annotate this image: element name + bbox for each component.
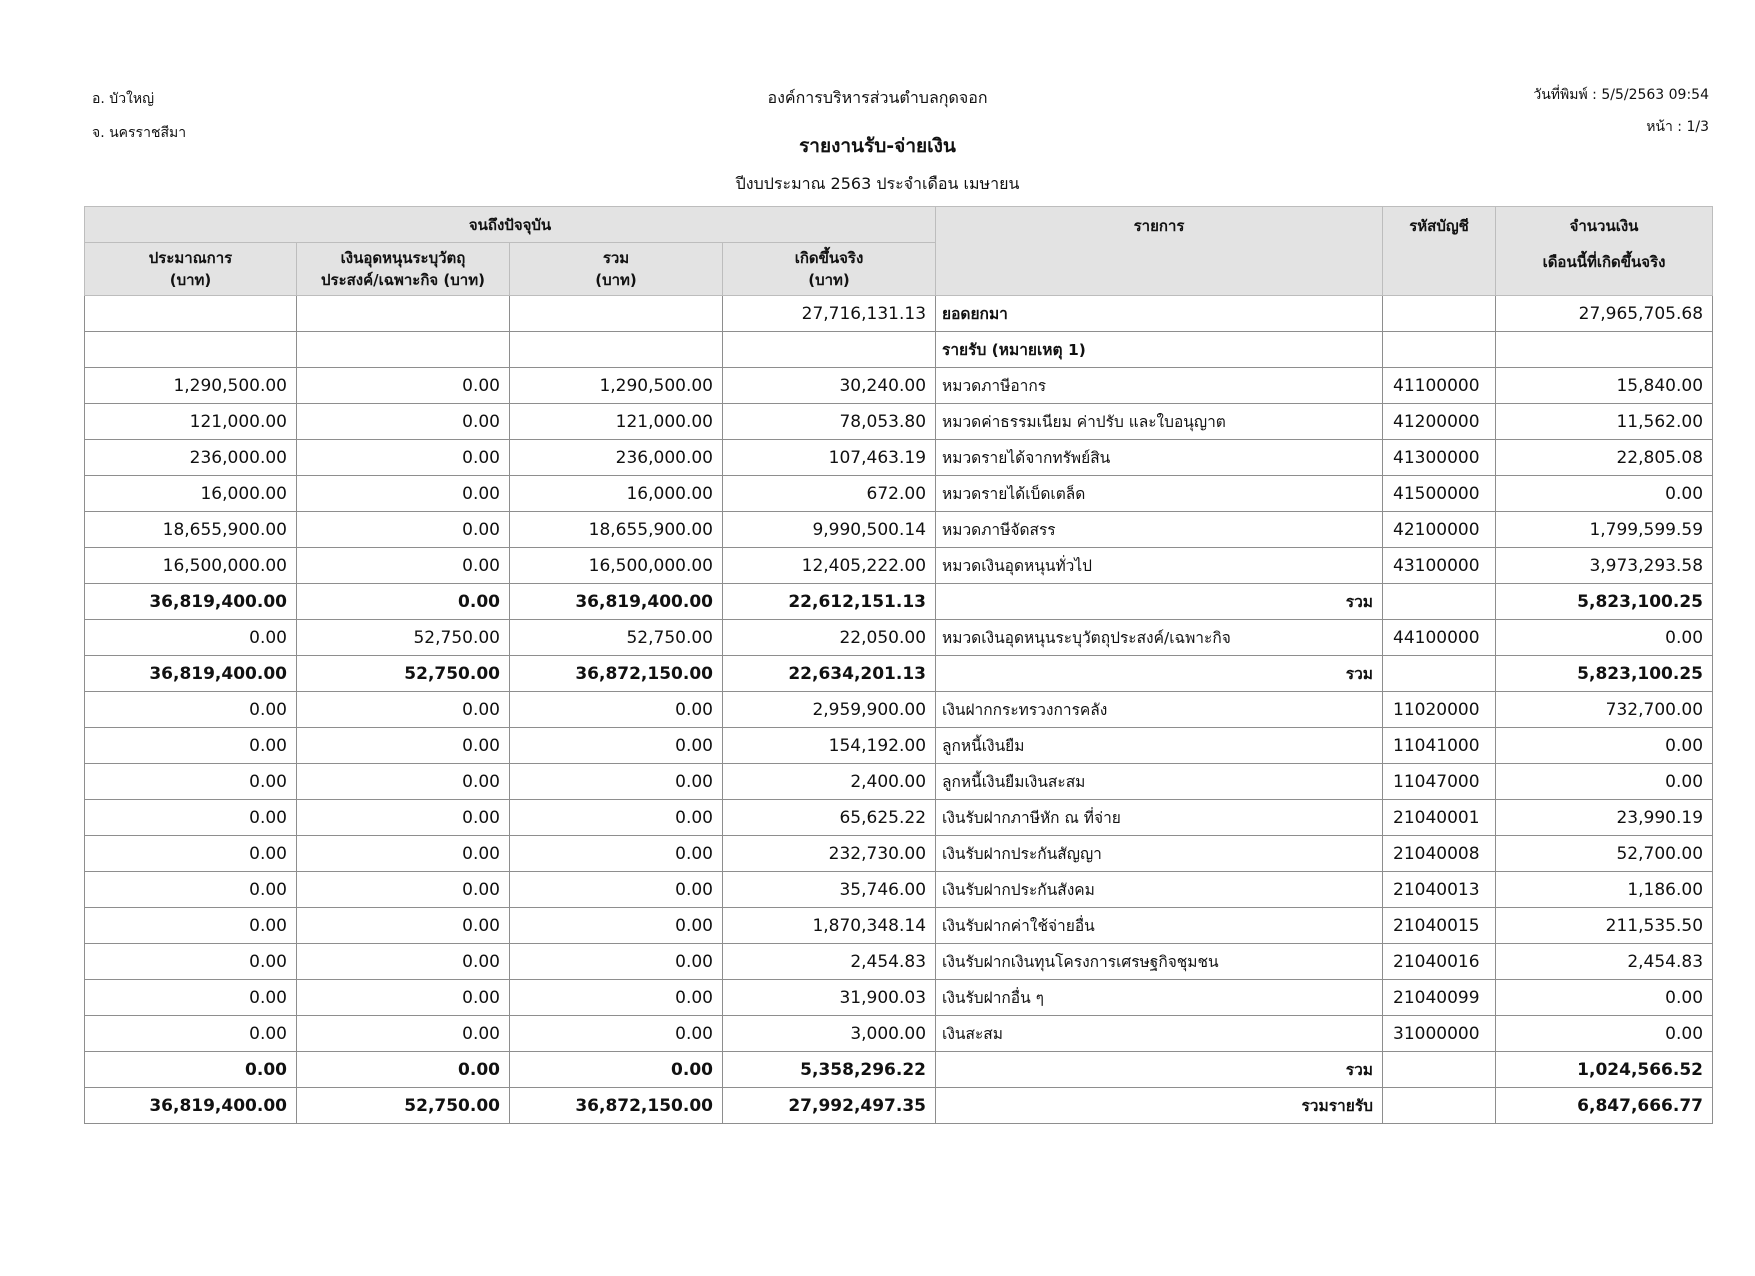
cell-code: 31000000: [1383, 1016, 1496, 1052]
cell-month: 0.00: [1496, 728, 1713, 764]
cell-month: 11,562.00: [1496, 404, 1713, 440]
cell-estimate: 0.00: [85, 728, 297, 764]
table-row: [85, 944, 1713, 980]
cell-month: 3,973,293.58: [1496, 548, 1713, 584]
cell-estimate: 18,655,900.00: [85, 512, 297, 548]
cell-code: 43100000: [1383, 548, 1496, 584]
cell-actual: 107,463.19: [723, 440, 936, 476]
column-header-item: รายการ: [936, 207, 1383, 296]
table-row: [85, 368, 1713, 404]
cell-actual: 27,716,131.13: [723, 296, 936, 332]
district-label: อ. บัวใหญ่: [92, 91, 155, 107]
table-row: [85, 800, 1713, 836]
cell-code: 42100000: [1383, 512, 1496, 548]
cell-actual: 78,053.80: [723, 404, 936, 440]
cell-code: [1383, 1088, 1496, 1124]
cell-actual: 30,240.00: [723, 368, 936, 404]
cell-item: หมวดเงินอุดหนุนทั่วไป: [936, 548, 1383, 584]
cell-code: 21040015: [1383, 908, 1496, 944]
cell-total: 16,500,000.00: [510, 548, 723, 584]
print-date: วันที่พิมพ์ : 5/5/2563 09:54: [1533, 87, 1709, 103]
cell-month: 23,990.19: [1496, 800, 1713, 836]
cell-item: เงินรับฝากค่าใช้จ่ายอื่น: [936, 908, 1383, 944]
table-body: [85, 296, 1713, 1124]
cell-code: 21040099: [1383, 980, 1496, 1016]
cell-code: 21040016: [1383, 944, 1496, 980]
cell-total: 0.00: [510, 980, 723, 1016]
cell-subsidy: [297, 296, 510, 332]
cell-total: 0.00: [510, 1052, 723, 1088]
cell-item: เงินรับฝากอื่น ๆ: [936, 980, 1383, 1016]
cell-month: 732,700.00: [1496, 692, 1713, 728]
total-header-line1: รวม: [602, 249, 630, 267]
cell-item: หมวดภาษีจัดสรร: [936, 512, 1383, 548]
cell-subsidy: 52,750.00: [297, 620, 510, 656]
receipts-table: [84, 206, 1713, 1124]
cell-item: เงินฝากกระทรวงการคลัง: [936, 692, 1383, 728]
table-row: [85, 332, 1713, 368]
cell-actual: 5,358,296.22: [723, 1052, 936, 1088]
estimate-header-line2: (บาท): [169, 271, 212, 289]
cell-month: 52,700.00: [1496, 836, 1713, 872]
report-subtitle: ปีงบประมาณ 2563 ประจำเดือน เมษายน: [735, 174, 1020, 193]
column-header-amount: [1496, 207, 1713, 296]
cell-item: เงินรับฝากภาษีหัก ณ ที่จ่าย: [936, 800, 1383, 836]
cell-actual: 27,992,497.35: [723, 1088, 936, 1124]
table-row: [85, 440, 1713, 476]
cell-actual: 22,634,201.13: [723, 656, 936, 692]
cell-actual: 232,730.00: [723, 836, 936, 872]
cell-code: [1383, 296, 1496, 332]
cell-estimate: 36,819,400.00: [85, 656, 297, 692]
cell-item: รวม: [936, 1052, 1383, 1088]
cell-subsidy: 0.00: [297, 944, 510, 980]
cell-month: 0.00: [1496, 1016, 1713, 1052]
cell-code: 21040013: [1383, 872, 1496, 908]
table-row: [85, 548, 1713, 584]
cell-estimate: 0.00: [85, 692, 297, 728]
cell-total: 0.00: [510, 908, 723, 944]
cell-month: 1,799,599.59: [1496, 512, 1713, 548]
cell-month: 22,805.08: [1496, 440, 1713, 476]
cell-item: รายรับ (หมายเหตุ 1): [936, 332, 1383, 368]
cell-subsidy: 0.00: [297, 548, 510, 584]
total-row: [85, 584, 1713, 620]
cell-actual: 31,900.03: [723, 980, 936, 1016]
amount-header-line1: จำนวนเงิน: [1569, 217, 1639, 235]
table-row: [85, 296, 1713, 332]
cell-estimate: 0.00: [85, 872, 297, 908]
report-title: รายงานรับ-จ่ายเงิน: [799, 135, 956, 157]
column-header-subsidy: [297, 243, 510, 296]
cell-estimate: 36,819,400.00: [85, 1088, 297, 1124]
column-header-code: รหัสบัญชี: [1383, 207, 1496, 296]
cell-code: 41200000: [1383, 404, 1496, 440]
cell-subsidy: 0.00: [297, 1016, 510, 1052]
cell-estimate: 0.00: [85, 1052, 297, 1088]
cell-month: 5,823,100.25: [1496, 584, 1713, 620]
cell-code: 21040001: [1383, 800, 1496, 836]
cell-actual: 12,405,222.00: [723, 548, 936, 584]
cell-total: 52,750.00: [510, 620, 723, 656]
cell-month: 6,847,666.77: [1496, 1088, 1713, 1124]
actual-header-line1: เกิดขึ้นจริง: [794, 249, 864, 267]
cell-actual: 9,990,500.14: [723, 512, 936, 548]
table-row: [85, 908, 1713, 944]
estimate-header-line1: ประมาณการ: [148, 249, 233, 267]
cell-month: 0.00: [1496, 980, 1713, 1016]
cell-code: [1383, 332, 1496, 368]
table-row: [85, 728, 1713, 764]
subsidy-header-line1: เงินอุดหนุนระบุวัตถุ: [340, 249, 466, 267]
table-row: [85, 404, 1713, 440]
cell-month: 5,823,100.25: [1496, 656, 1713, 692]
cell-month: 15,840.00: [1496, 368, 1713, 404]
cell-item: รวม: [936, 656, 1383, 692]
column-header-total: [510, 243, 723, 296]
cell-subsidy: 0.00: [297, 728, 510, 764]
cell-subsidy: 0.00: [297, 764, 510, 800]
amount-header-line2: เดือนนี้ที่เกิดขึ้นจริง: [1542, 253, 1666, 271]
cell-item: ลูกหนี้เงินยืมเงินสะสม: [936, 764, 1383, 800]
cell-total: [510, 332, 723, 368]
cell-month: 1,186.00: [1496, 872, 1713, 908]
cell-code: 41100000: [1383, 368, 1496, 404]
total-row: [85, 1088, 1713, 1124]
organization-name: องค์การบริหารส่วนตำบลกุดจอก: [767, 88, 988, 107]
cell-item: หมวดเงินอุดหนุนระบุวัตถุประสงค์/เฉพาะกิจ: [936, 620, 1383, 656]
column-header-estimate: [85, 243, 297, 296]
cell-estimate: 0.00: [85, 944, 297, 980]
cell-item: หมวดรายได้เบ็ดเตล็ด: [936, 476, 1383, 512]
cell-actual: 2,400.00: [723, 764, 936, 800]
subsidy-header-line2: ประสงค์/เฉพาะกิจ (บาท): [321, 271, 485, 289]
cell-code: [1383, 656, 1496, 692]
cell-total: 121,000.00: [510, 404, 723, 440]
cell-actual: 672.00: [723, 476, 936, 512]
table-row: [85, 620, 1713, 656]
cell-item: เงินรับฝากประกันสังคม: [936, 872, 1383, 908]
cell-month: 0.00: [1496, 620, 1713, 656]
cell-item: ลูกหนี้เงินยืม: [936, 728, 1383, 764]
cell-estimate: 16,000.00: [85, 476, 297, 512]
table-row: [85, 764, 1713, 800]
cell-total: 36,819,400.00: [510, 584, 723, 620]
cell-total: 0.00: [510, 764, 723, 800]
cell-estimate: 0.00: [85, 980, 297, 1016]
cell-subsidy: 0.00: [297, 1052, 510, 1088]
cell-estimate: 0.00: [85, 836, 297, 872]
cell-code: 44100000: [1383, 620, 1496, 656]
cell-total: 0.00: [510, 800, 723, 836]
cell-total: 0.00: [510, 944, 723, 980]
cell-month: 211,535.50: [1496, 908, 1713, 944]
cell-subsidy: 0.00: [297, 584, 510, 620]
cell-code: [1383, 584, 1496, 620]
cell-subsidy: 0.00: [297, 476, 510, 512]
cell-estimate: 0.00: [85, 620, 297, 656]
cell-subsidy: 0.00: [297, 908, 510, 944]
table-row: [85, 1016, 1713, 1052]
cell-subsidy: 0.00: [297, 692, 510, 728]
cell-code: 21040008: [1383, 836, 1496, 872]
cell-item: หมวดภาษีอากร: [936, 368, 1383, 404]
group-header: จนถึงปัจจุบัน: [85, 207, 936, 243]
total-header-line2: (บาท): [595, 271, 637, 289]
cell-item: เงินรับฝากประกันสัญญา: [936, 836, 1383, 872]
column-header-actual: [723, 243, 936, 296]
table-row: [85, 872, 1713, 908]
cell-subsidy: 0.00: [297, 980, 510, 1016]
cell-total: 36,872,150.00: [510, 656, 723, 692]
province-label: จ. นครราชสีมา: [92, 125, 187, 141]
cell-code: 41300000: [1383, 440, 1496, 476]
table-row: [85, 512, 1713, 548]
cell-estimate: 0.00: [85, 764, 297, 800]
page-number: หน้า : 1/3: [1646, 119, 1709, 135]
cell-actual: 35,746.00: [723, 872, 936, 908]
cell-subsidy: 52,750.00: [297, 656, 510, 692]
cell-subsidy: 0.00: [297, 368, 510, 404]
cell-total: 18,655,900.00: [510, 512, 723, 548]
cell-month: 0.00: [1496, 764, 1713, 800]
cell-estimate: 36,819,400.00: [85, 584, 297, 620]
cell-subsidy: 0.00: [297, 872, 510, 908]
cell-total: 0.00: [510, 728, 723, 764]
cell-month: 0.00: [1496, 476, 1713, 512]
cell-actual: 154,192.00: [723, 728, 936, 764]
cell-actual: 2,454.83: [723, 944, 936, 980]
cell-code: [1383, 1052, 1496, 1088]
cell-estimate: 121,000.00: [85, 404, 297, 440]
cell-month: [1496, 332, 1713, 368]
table-row: [85, 476, 1713, 512]
cell-actual: 3,000.00: [723, 1016, 936, 1052]
cell-estimate: [85, 296, 297, 332]
cell-actual: 65,625.22: [723, 800, 936, 836]
table-header: [85, 207, 1713, 296]
cell-item: เงินรับฝากเงินทุนโครงการเศรษฐกิจชุมชน: [936, 944, 1383, 980]
cell-item: หมวดค่าธรรมเนียม ค่าปรับ และใบอนุญาต: [936, 404, 1383, 440]
cell-actual: 1,870,348.14: [723, 908, 936, 944]
cell-estimate: 0.00: [85, 800, 297, 836]
cell-estimate: 16,500,000.00: [85, 548, 297, 584]
cell-month: 1,024,566.52: [1496, 1052, 1713, 1088]
cell-actual: 22,050.00: [723, 620, 936, 656]
cell-subsidy: [297, 332, 510, 368]
cell-estimate: 0.00: [85, 1016, 297, 1052]
cell-item: รวม: [936, 584, 1383, 620]
table-row: [85, 836, 1713, 872]
cell-total: 236,000.00: [510, 440, 723, 476]
cell-actual: [723, 332, 936, 368]
cell-subsidy: 0.00: [297, 836, 510, 872]
cell-total: 0.00: [510, 872, 723, 908]
cell-subsidy: 0.00: [297, 404, 510, 440]
cell-total: 1,290,500.00: [510, 368, 723, 404]
cell-subsidy: 0.00: [297, 800, 510, 836]
cell-code: 11020000: [1383, 692, 1496, 728]
cell-total: 0.00: [510, 1016, 723, 1052]
cell-actual: 22,612,151.13: [723, 584, 936, 620]
cell-estimate: 0.00: [85, 908, 297, 944]
cell-actual: 2,959,900.00: [723, 692, 936, 728]
total-row: [85, 656, 1713, 692]
cell-subsidy: 0.00: [297, 440, 510, 476]
cell-estimate: 236,000.00: [85, 440, 297, 476]
cell-code: 11041000: [1383, 728, 1496, 764]
table-row: [85, 692, 1713, 728]
cell-estimate: [85, 332, 297, 368]
cell-total: 16,000.00: [510, 476, 723, 512]
cell-total: 0.00: [510, 692, 723, 728]
actual-header-line2: (บาท): [808, 271, 850, 289]
cell-estimate: 1,290,500.00: [85, 368, 297, 404]
cell-month: 27,965,705.68: [1496, 296, 1713, 332]
cell-month: 2,454.83: [1496, 944, 1713, 980]
total-row: [85, 1052, 1713, 1088]
cell-subsidy: 0.00: [297, 512, 510, 548]
table-row: [85, 980, 1713, 1016]
cell-code: 41500000: [1383, 476, 1496, 512]
cell-item: รวมรายรับ: [936, 1088, 1383, 1124]
cell-subsidy: 52,750.00: [297, 1088, 510, 1124]
cell-item: หมวดรายได้จากทรัพย์สิน: [936, 440, 1383, 476]
cell-total: [510, 296, 723, 332]
cell-total: 0.00: [510, 836, 723, 872]
cell-total: 36,872,150.00: [510, 1088, 723, 1124]
cell-item: เงินสะสม: [936, 1016, 1383, 1052]
cell-code: 11047000: [1383, 764, 1496, 800]
cell-item: ยอดยกมา: [936, 296, 1383, 332]
